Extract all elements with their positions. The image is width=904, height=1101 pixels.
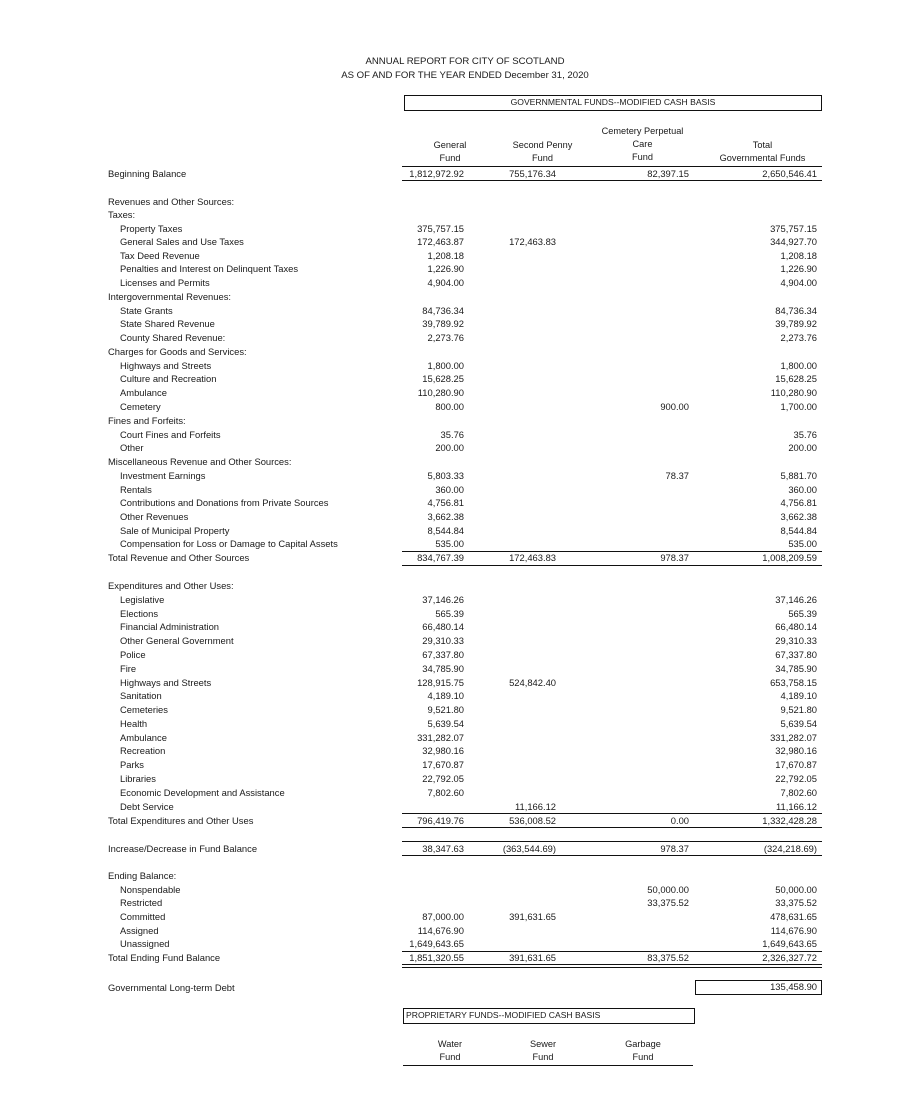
table-row	[0, 196, 904, 210]
row-value: 978.37	[660, 552, 689, 563]
row-value: 32,980.16	[775, 745, 817, 756]
col-header-line: Fund	[532, 153, 553, 163]
table-row	[0, 663, 904, 677]
table-row	[0, 250, 904, 264]
table-row	[0, 580, 904, 594]
row-value: 536,008.52	[509, 815, 556, 826]
row-value: 2,326,327.72	[762, 952, 817, 963]
row-value: 1,008,209.59	[762, 552, 817, 563]
report-subtitle: AS OF AND FOR THE YEAR ENDED December 31, 2020	[341, 70, 589, 81]
row-value: 1,700.00	[780, 401, 817, 412]
row-value: 15,628.25	[775, 373, 817, 384]
row-value: 1,800.00	[427, 360, 464, 371]
table-row	[0, 649, 904, 663]
row-value: 3,662.38	[780, 511, 817, 522]
row-value: 1,851,320.55	[409, 952, 464, 963]
row-label: Governmental Long-term Debt	[108, 982, 235, 993]
row-value: 4,189.10	[780, 690, 817, 701]
row-value: 1,812,972.92	[409, 168, 464, 179]
row-label: Fire	[120, 663, 137, 674]
col-header-line: Fund	[439, 153, 461, 163]
row-label: Highways and Streets	[120, 360, 212, 371]
row-value: 1,208.18	[427, 250, 464, 261]
row-label: Debt Service	[120, 801, 174, 812]
table-row	[0, 677, 904, 691]
table-row	[0, 484, 904, 498]
row-value: 391,631.65	[509, 911, 556, 922]
row-value: 33,375.52	[775, 897, 817, 908]
table-row	[0, 456, 904, 470]
row-label: Total Expenditures and Other Uses	[108, 815, 254, 826]
table-row	[0, 346, 904, 360]
row-value: 11,166.12	[514, 801, 556, 812]
row-value: 755,176.34	[509, 168, 556, 179]
subtotal-rule	[402, 813, 822, 814]
col-header-line: Fund	[632, 152, 653, 162]
table-row	[0, 168, 904, 182]
table-row	[0, 497, 904, 511]
table-row	[0, 429, 904, 443]
table-row	[0, 538, 904, 552]
table-row	[0, 787, 904, 801]
row-value: 1,226.90	[780, 263, 817, 274]
row-value: 1,649,643.65	[762, 938, 817, 949]
row-label: Ambulance	[120, 387, 167, 398]
row-label: Cemeteries	[120, 704, 168, 715]
row-value: 34,785.90	[422, 663, 464, 674]
row-value: 391,631.65	[509, 952, 556, 963]
col-header-line: Water	[437, 1039, 463, 1049]
subtotal-rule	[402, 827, 822, 828]
table-row	[0, 442, 904, 456]
row-label: Intergovernmental Revenues:	[108, 291, 231, 302]
row-label: Other	[120, 442, 144, 453]
row-label: Financial Administration	[120, 621, 220, 632]
subtotal-rule	[402, 855, 822, 856]
row-label: Total Ending Fund Balance	[108, 952, 221, 963]
row-label: Recreation	[120, 745, 166, 756]
col-cemetery-header	[585, 125, 700, 164]
row-value: 84,736.34	[775, 305, 817, 316]
row-label: Nonspendable	[120, 884, 181, 895]
table-row	[0, 759, 904, 773]
row-label: Expenditures and Other Uses:	[108, 580, 234, 591]
row-label: Libraries	[120, 773, 156, 784]
table-row	[0, 897, 904, 911]
row-value: 4,904.00	[780, 277, 817, 288]
row-value: 128,915.75	[417, 677, 464, 688]
row-value: 7,802.60	[780, 787, 817, 798]
col-header-line: Fund	[632, 1052, 654, 1062]
subtotal-rule	[402, 565, 822, 566]
col-header-line: Sewer	[529, 1039, 557, 1049]
row-value: 37,146.26	[775, 594, 817, 605]
table-row	[0, 608, 904, 622]
row-value: 8,544.84	[427, 525, 464, 536]
row-value: 1,649,643.65	[409, 938, 464, 949]
table-row	[0, 552, 904, 566]
row-value: 800.00	[435, 401, 464, 412]
table-row	[0, 277, 904, 291]
row-label: Police	[120, 649, 146, 660]
row-label: Licenses and Permits	[120, 277, 210, 288]
table-row	[0, 732, 904, 746]
row-value: 35.76	[793, 429, 817, 440]
row-value: 15,628.25	[422, 373, 464, 384]
table-row	[0, 511, 904, 525]
col-total-header	[705, 139, 820, 165]
row-value: 17,670.87	[422, 759, 464, 770]
row-value: 50,000.00	[775, 884, 817, 895]
row-value: 331,282.07	[770, 732, 817, 743]
row-value: 653,758.15	[770, 677, 817, 688]
row-value: 535.00	[435, 538, 464, 549]
row-label: Elections	[120, 608, 159, 619]
row-value: 32,980.16	[422, 745, 464, 756]
row-label: Rentals	[120, 484, 152, 495]
row-label: Committed	[120, 911, 166, 922]
row-value: 0.00	[670, 815, 689, 826]
row-value: 114,676.90	[770, 925, 817, 936]
row-value: 1,332,428.28	[762, 815, 817, 826]
row-value: 22,792.05	[775, 773, 817, 784]
table-row	[0, 470, 904, 484]
table-row	[0, 635, 904, 649]
table-row	[0, 263, 904, 277]
row-label: Culture and Recreation	[120, 373, 217, 384]
row-label: Parks	[120, 759, 144, 770]
col-second-penny-header	[500, 139, 585, 165]
row-value: 78.37	[665, 470, 689, 481]
row-value: 67,337.80	[775, 649, 817, 660]
table-row	[0, 318, 904, 332]
row-value: 66,480.14	[775, 621, 817, 632]
table-row	[0, 387, 904, 401]
row-value: 29,310.33	[422, 635, 464, 646]
row-value: 172,463.83	[509, 552, 556, 563]
row-label: Miscellaneous Revenue and Other Sources:	[108, 456, 292, 467]
row-value: 39,789.92	[422, 318, 464, 329]
grand-total-rule	[402, 964, 822, 968]
row-label: Increase/Decrease in Fund Balance	[108, 843, 258, 854]
table-row	[0, 773, 904, 787]
col-header-line: General	[433, 140, 467, 150]
header-rule	[402, 166, 822, 167]
col-header-line: Garbage	[625, 1039, 661, 1049]
row-label: Ambulance	[120, 732, 167, 743]
row-value: 375,757.15	[770, 223, 817, 234]
row-value: 1,226.90	[427, 263, 464, 274]
table-row	[0, 236, 904, 250]
row-value: 82,397.15	[647, 168, 689, 179]
row-value: 1,800.00	[780, 360, 817, 371]
row-value: 5,881.70	[780, 470, 817, 481]
row-label: Other General Government	[120, 635, 234, 646]
row-value: 67,337.80	[422, 649, 464, 660]
row-label: Charges for Goods and Services:	[108, 346, 247, 357]
row-label: Beginning Balance	[108, 168, 187, 179]
row-value: 796,419.76	[417, 815, 464, 826]
row-value: 84,736.34	[422, 305, 464, 316]
row-label: Economic Development and Assistance	[120, 787, 285, 798]
subtotal-rule	[402, 841, 822, 842]
table-row	[0, 938, 904, 952]
table-row	[0, 291, 904, 305]
row-value: 37,146.26	[422, 594, 464, 605]
row-label: Investment Earnings	[120, 470, 206, 481]
table-row	[0, 718, 904, 732]
row-value: 478,631.65	[770, 911, 817, 922]
row-value: (324,218.69)	[763, 843, 817, 854]
table-row	[0, 223, 904, 237]
row-value: 39,789.92	[775, 318, 817, 329]
row-value: 22,792.05	[422, 773, 464, 784]
table-row	[0, 911, 904, 925]
row-value: 4,756.81	[780, 497, 817, 508]
row-value: 200.00	[435, 442, 464, 453]
table-row	[0, 415, 904, 429]
row-label: Unassigned	[120, 938, 170, 949]
row-label: State Shared Revenue	[120, 318, 215, 329]
row-value: 565.39	[435, 608, 464, 619]
row-value: 3,662.38	[427, 511, 464, 522]
row-value: 114,676.90	[417, 925, 464, 936]
governmental-funds-header: GOVERNMENTAL FUNDS--MODIFIED CASH BASIS	[404, 95, 822, 111]
report-title: ANNUAL REPORT FOR CITY OF SCOTLAND	[365, 56, 565, 67]
row-value: 9,521.80	[427, 704, 464, 715]
row-value: 331,282.07	[417, 732, 464, 743]
row-value: 834,767.39	[417, 552, 464, 563]
row-value: 360.00	[435, 484, 464, 495]
row-label: Highways and Streets	[120, 677, 212, 688]
table-row	[0, 594, 904, 608]
row-value: 900.00	[660, 401, 689, 412]
row-label: Compensation for Loss or Damage to Capital Assets	[120, 538, 338, 549]
table-row	[0, 305, 904, 319]
row-value: 172,463.87	[417, 236, 464, 247]
row-value: 375,757.15	[417, 223, 464, 234]
col-header-line: Second Penny	[512, 140, 573, 150]
table-row	[0, 870, 904, 884]
subtotal-rule	[402, 551, 822, 552]
row-value: 110,280.90	[770, 387, 817, 398]
row-value: 34,785.90	[775, 663, 817, 674]
table-row	[0, 209, 904, 223]
row-label: Fines and Forfeits:	[108, 415, 186, 426]
col-header-line: Care	[632, 139, 653, 149]
row-value: 535.00	[788, 538, 817, 549]
row-value: 565.39	[788, 608, 817, 619]
row-label: Ending Balance:	[108, 870, 177, 881]
col-header-line: Fund	[532, 1052, 554, 1062]
row-label: Assigned	[120, 925, 159, 936]
row-label: General Sales and Use Taxes	[120, 236, 244, 247]
row-value: 200.00	[788, 442, 817, 453]
row-label: Cemetery	[120, 401, 161, 412]
col-header-line: Fund	[439, 1052, 461, 1062]
col-water-fund-header	[420, 1038, 480, 1064]
row-label: Sale of Municipal Property	[120, 525, 230, 536]
row-value: 1,208.18	[780, 250, 817, 261]
row-label: Tax Deed Revenue	[120, 250, 200, 261]
row-value: (363,544.69)	[502, 843, 556, 854]
row-value: 344,927.70	[770, 236, 817, 247]
col-general-fund-header	[405, 139, 495, 165]
col-sewer-fund-header	[513, 1038, 573, 1064]
table-row	[0, 621, 904, 635]
row-label: Revenues and Other Sources:	[108, 196, 235, 207]
row-value: 524,842.40	[509, 677, 556, 688]
row-label: Property Taxes	[120, 223, 183, 234]
row-label: Other Revenues	[120, 511, 189, 522]
row-value: 978.37	[660, 843, 689, 854]
table-row	[0, 704, 904, 718]
table-row	[0, 884, 904, 898]
col-header-line: Total	[752, 140, 773, 150]
row-value: 2,650,546.41	[762, 168, 817, 179]
row-value: 9,521.80	[780, 704, 817, 715]
table-row	[0, 745, 904, 759]
row-label: Contributions and Donations from Private Sources	[120, 497, 329, 508]
table-row	[0, 360, 904, 374]
table-row	[0, 373, 904, 387]
row-value: 5,639.54	[780, 718, 817, 729]
row-value: 4,904.00	[427, 277, 464, 288]
row-label: Health	[120, 718, 148, 729]
col-header-line: Cemetery Perpetual	[601, 126, 684, 136]
table-row	[0, 925, 904, 939]
row-value: 66,480.14	[422, 621, 464, 632]
row-value: 360.00	[788, 484, 817, 495]
row-value: 38,347.63	[422, 843, 464, 854]
row-value: 172,463.83	[509, 236, 556, 247]
row-label: Taxes:	[108, 209, 136, 220]
row-value: 50,000.00	[647, 884, 689, 895]
row-value: 87,000.00	[422, 911, 464, 922]
table-row	[0, 401, 904, 415]
row-value: 29,310.33	[775, 635, 817, 646]
row-label: Legislative	[120, 594, 165, 605]
col-header-line: Governmental Funds	[719, 153, 806, 163]
table-row	[0, 525, 904, 539]
row-label: County Shared Revenue:	[120, 332, 226, 343]
row-value: 11,166.12	[775, 801, 817, 812]
row-label: Court Fines and Forfeits	[120, 429, 221, 440]
row-value: 33,375.52	[647, 897, 689, 908]
row-value: 7,802.60	[427, 787, 464, 798]
row-label: Sanitation	[120, 690, 162, 701]
row-value: 35.76	[440, 429, 464, 440]
proprietary-funds-header: PROPRIETARY FUNDS--MODIFIED CASH BASIS	[403, 1008, 695, 1024]
row-label: State Grants	[120, 305, 173, 316]
row-label: Restricted	[120, 897, 163, 908]
row-value: 4,756.81	[427, 497, 464, 508]
row-label: Penalties and Interest on Delinquent Taxes	[120, 263, 299, 274]
row-label: Total Revenue and Other Sources	[108, 552, 250, 563]
row-value: 8,544.84	[780, 525, 817, 536]
row-value: 17,670.87	[775, 759, 817, 770]
row-value: 2,273.76	[780, 332, 817, 343]
row-value: 5,639.54	[427, 718, 464, 729]
subtotal-rule	[402, 951, 822, 952]
row-value: 110,280.90	[417, 387, 464, 398]
row-value: 2,273.76	[427, 332, 464, 343]
col-garbage-fund-header	[613, 1038, 673, 1064]
table-row	[0, 690, 904, 704]
header-rule	[403, 1065, 693, 1066]
row-value: 83,375.52	[647, 952, 689, 963]
long-term-debt-value: 135,458.90	[695, 980, 822, 995]
table-row	[0, 332, 904, 346]
row-value: 4,189.10	[427, 690, 464, 701]
row-value: 5,803.33	[427, 470, 464, 481]
